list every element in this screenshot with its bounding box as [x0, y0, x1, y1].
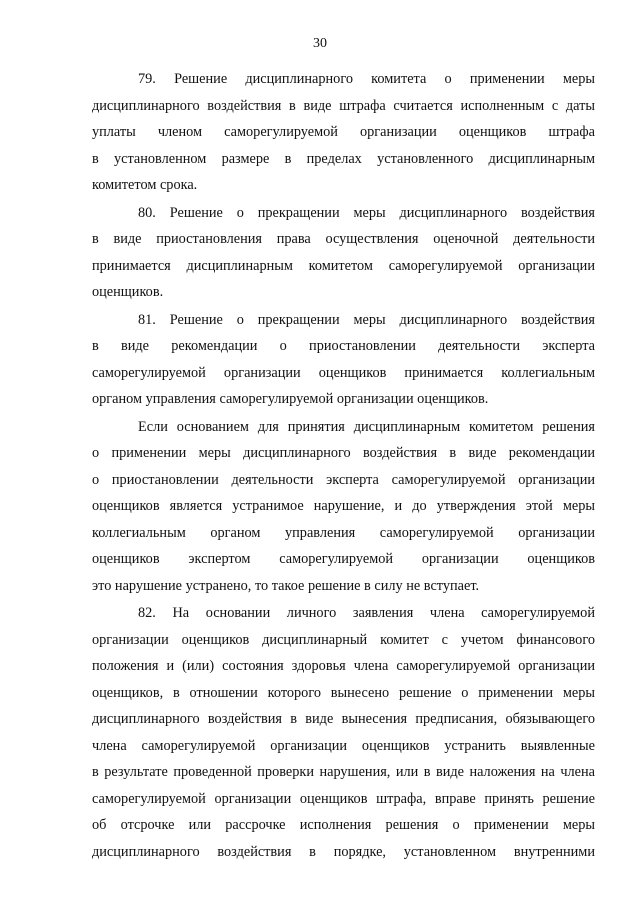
text-line: члена саморегулируемой организации оценщиков устранить выявленные — [92, 737, 595, 754]
text-line: дисциплинарного воздействия в порядке, установленном внутренними — [92, 843, 595, 860]
text-line: в установленном размере в пределах установленного дисциплинарным — [92, 150, 595, 167]
text-line: уплаты членом саморегулируемой организации оценщиков штрафа — [92, 124, 595, 140]
paragraph-82 — [92, 600, 595, 865]
text-line: в виде рекомендации о приостановлении деятельности эксперта — [92, 338, 595, 354]
text-line: оценщиков экспертом саморегулируемой организации оценщиков — [92, 551, 595, 567]
page-number: 30 — [313, 36, 327, 51]
text-line: 79. Решение дисциплинарного комитета о применении меры — [138, 71, 595, 87]
text-line: Если основанием для принятия дисциплинарным комитетом решения — [138, 418, 595, 435]
text-line: 81. Решение о прекращении меры дисциплинарного воздействия — [138, 311, 595, 328]
text-line: дисциплинарного воздействия в виде вынесения предписания, обязывающего — [92, 711, 595, 727]
paragraph-81-continuation — [92, 414, 595, 600]
text-line: саморегулируемой организации оценщиков штрафа, вправе принять решение — [92, 790, 595, 807]
text-line: органом управления саморегулируемой организации оценщиков. — [92, 391, 489, 407]
text-line: положения и (или) состояния здоровья члена саморегулируемой организации — [92, 658, 595, 674]
text-line: комитетом срока. — [92, 177, 198, 193]
document-body — [92, 66, 595, 866]
text-line: 82. На основании личного заявления члена саморегулируемой — [138, 605, 595, 621]
paragraph-80 — [92, 200, 595, 306]
text-line: о применении меры дисциплинарного воздействия в виде рекомендации — [92, 445, 595, 461]
text-line: в виде приостановления права осуществления оценочной деятельности — [92, 231, 595, 247]
text-line: коллегиальным органом управления саморегулируемой организации — [92, 524, 595, 541]
text-line: дисциплинарного воздействия в виде штрафа считается исполненным с даты — [92, 97, 595, 114]
text-line: 80. Решение о прекращении меры дисциплинарного воздействия — [138, 204, 595, 221]
text-line: об отсрочке или рассрочке исполнения решения о применении меры — [92, 817, 595, 833]
text-line: оценщиков, в отношении которого вынесено решение о применении меры — [92, 684, 595, 701]
text-line: это нарушение устранено, то такое решение в силу не вступает. — [92, 577, 480, 594]
paragraph-79 — [92, 66, 595, 199]
text-line: о приостановлении деятельности эксперта саморегулируемой организации — [92, 471, 595, 488]
text-line: в результате проведенной проверки нарушения, или в виде наложения на члена — [92, 764, 595, 780]
text-line: саморегулируемой организации оценщиков принимается коллегиальным — [92, 364, 595, 381]
text-line: организации оценщиков дисциплинарный комитет с учетом финансового — [92, 631, 595, 648]
text-line: принимается дисциплинарным комитетом саморегулируемой организации — [92, 257, 595, 274]
text-line: оценщиков является устранимое нарушение, и до утверждения этой меры — [92, 498, 595, 514]
paragraph-81 — [92, 307, 595, 413]
text-line: оценщиков. — [92, 284, 164, 300]
